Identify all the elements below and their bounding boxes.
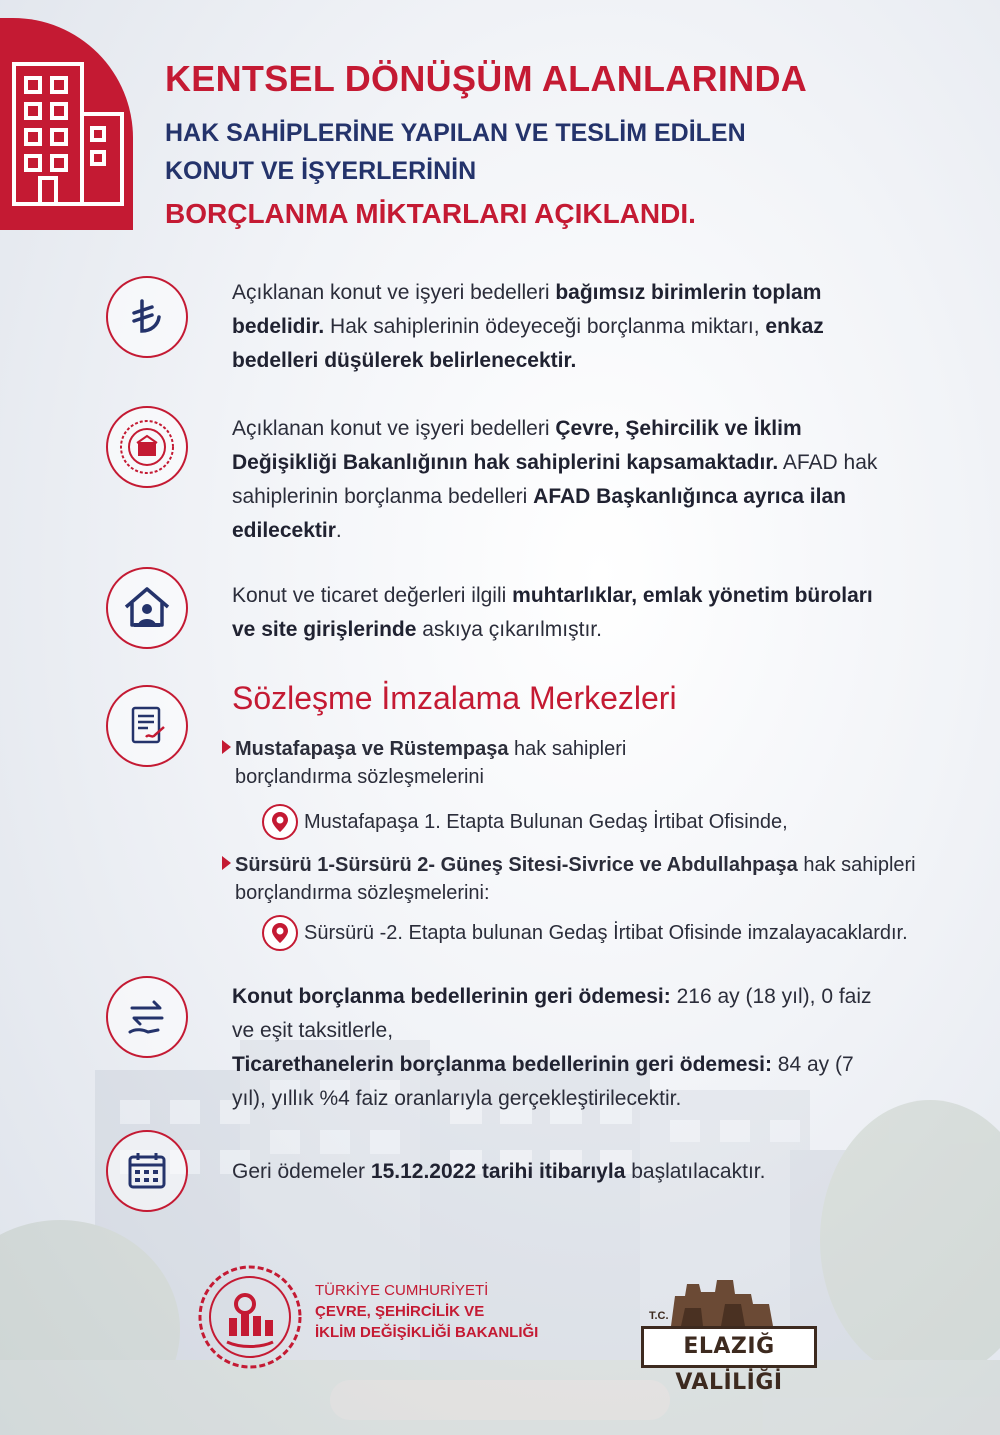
contracts-title: Sözleşme İmzalama Merkezleri bbox=[232, 680, 677, 716]
item-1-text: Açıklanan konut ve işyeri bedelleri bağımsız birimlerin toplam bedelidir. Hak sahiplerinin ödeyeceği borçlanma miktarı, enkaz bedelleri düşülerek belirlenecektir. bbox=[232, 281, 824, 372]
header-text bbox=[165, 58, 807, 230]
ministry-seal-icon bbox=[106, 406, 188, 488]
footer-logos bbox=[195, 1262, 815, 1395]
page-subtitle-1: HAK SAHİPLERİNE YAPILAN VE TESLİM EDİLEN bbox=[165, 119, 746, 147]
ministry-logo-icon bbox=[195, 1262, 305, 1372]
ministry-name: TÜRKİYE CUMHURİYETİ ÇEVRE, ŞEHİRCİLİK VE İKLİM DEĞİŞİKLİĞİ BAKANLIĞI bbox=[315, 1282, 539, 1341]
house-person-icon bbox=[106, 567, 188, 649]
header-badge bbox=[0, 18, 133, 230]
building-icon bbox=[0, 18, 133, 230]
payment-exchange-icon bbox=[106, 976, 188, 1058]
item-2-text: Açıklanan konut ve işyeri bedelleri Çevre, Şehircilik ve İklim Değişikliği Bakanlığının hak sahiplerini kapsamaktadır. AFAD hak sahiplerinin borçlanma bedelleri AFAD Başkanlığınca ayrıca ilan edilecektir. bbox=[232, 417, 878, 542]
contracts-group-2: Sürsürü 1-Sürsürü 2- Güneş Sitesi-Sivrice ve Abdullahpaşa hak sahipleri borçlandırma sözleşmelerini: bbox=[222, 851, 922, 907]
payment-text: Konut borçlanma bedellerinin geri ödemesi: 216 ay (18 yıl), 0 faiz ve eşit taksitlerle, Ticarethanelerin borçlanma bedellerinin geri ödemesi: 84 ay (7 yıl), yıllık %4 faiz oranlarıyla gerçekleştirilecektir. bbox=[232, 985, 872, 1110]
announcement-title: BORÇLANMA MİKTARLARI AÇIKLANDI. bbox=[165, 198, 696, 229]
lira-icon bbox=[106, 276, 188, 358]
contracts-group-1: Mustafapaşa ve Rüstempaşa hak sahipleri borçlandırma sözleşmelerini bbox=[222, 735, 922, 791]
page-subtitle-2: KONUT VE İŞYERLERİNİN bbox=[165, 157, 477, 185]
bullet-arrow-icon bbox=[222, 740, 231, 754]
page-title: KENTSEL DÖNÜŞÜM ALANLARINDA bbox=[165, 58, 808, 99]
item-3-text: Konut ve ticaret değerleri ilgili muhtarlıklar, emlak yönetim büroları ve site girişlerinde askıya çıkarılmıştır. bbox=[232, 584, 873, 641]
location-pin-icon bbox=[262, 804, 298, 840]
start-date-text: Geri ödemeler 15.12.2022 tarihi itibarıyla başlatılacaktır. bbox=[232, 1160, 766, 1183]
contracts-location-2: Sürsürü -2. Etapta bulunan Gedaş İrtibat Ofisinde imzalayacaklardır. bbox=[262, 915, 908, 951]
calendar-icon bbox=[106, 1130, 188, 1212]
location-pin-icon bbox=[262, 915, 298, 951]
contract-document-icon bbox=[106, 685, 188, 767]
contracts-location-1: Mustafapaşa 1. Etapta Bulunan Gedaş İrtibat Ofisinde, bbox=[262, 804, 788, 840]
bullet-arrow-icon bbox=[222, 856, 231, 870]
elazig-governorship-logo: T.C. ELAZIĞ VALİLİĞİ bbox=[641, 1274, 811, 1364]
